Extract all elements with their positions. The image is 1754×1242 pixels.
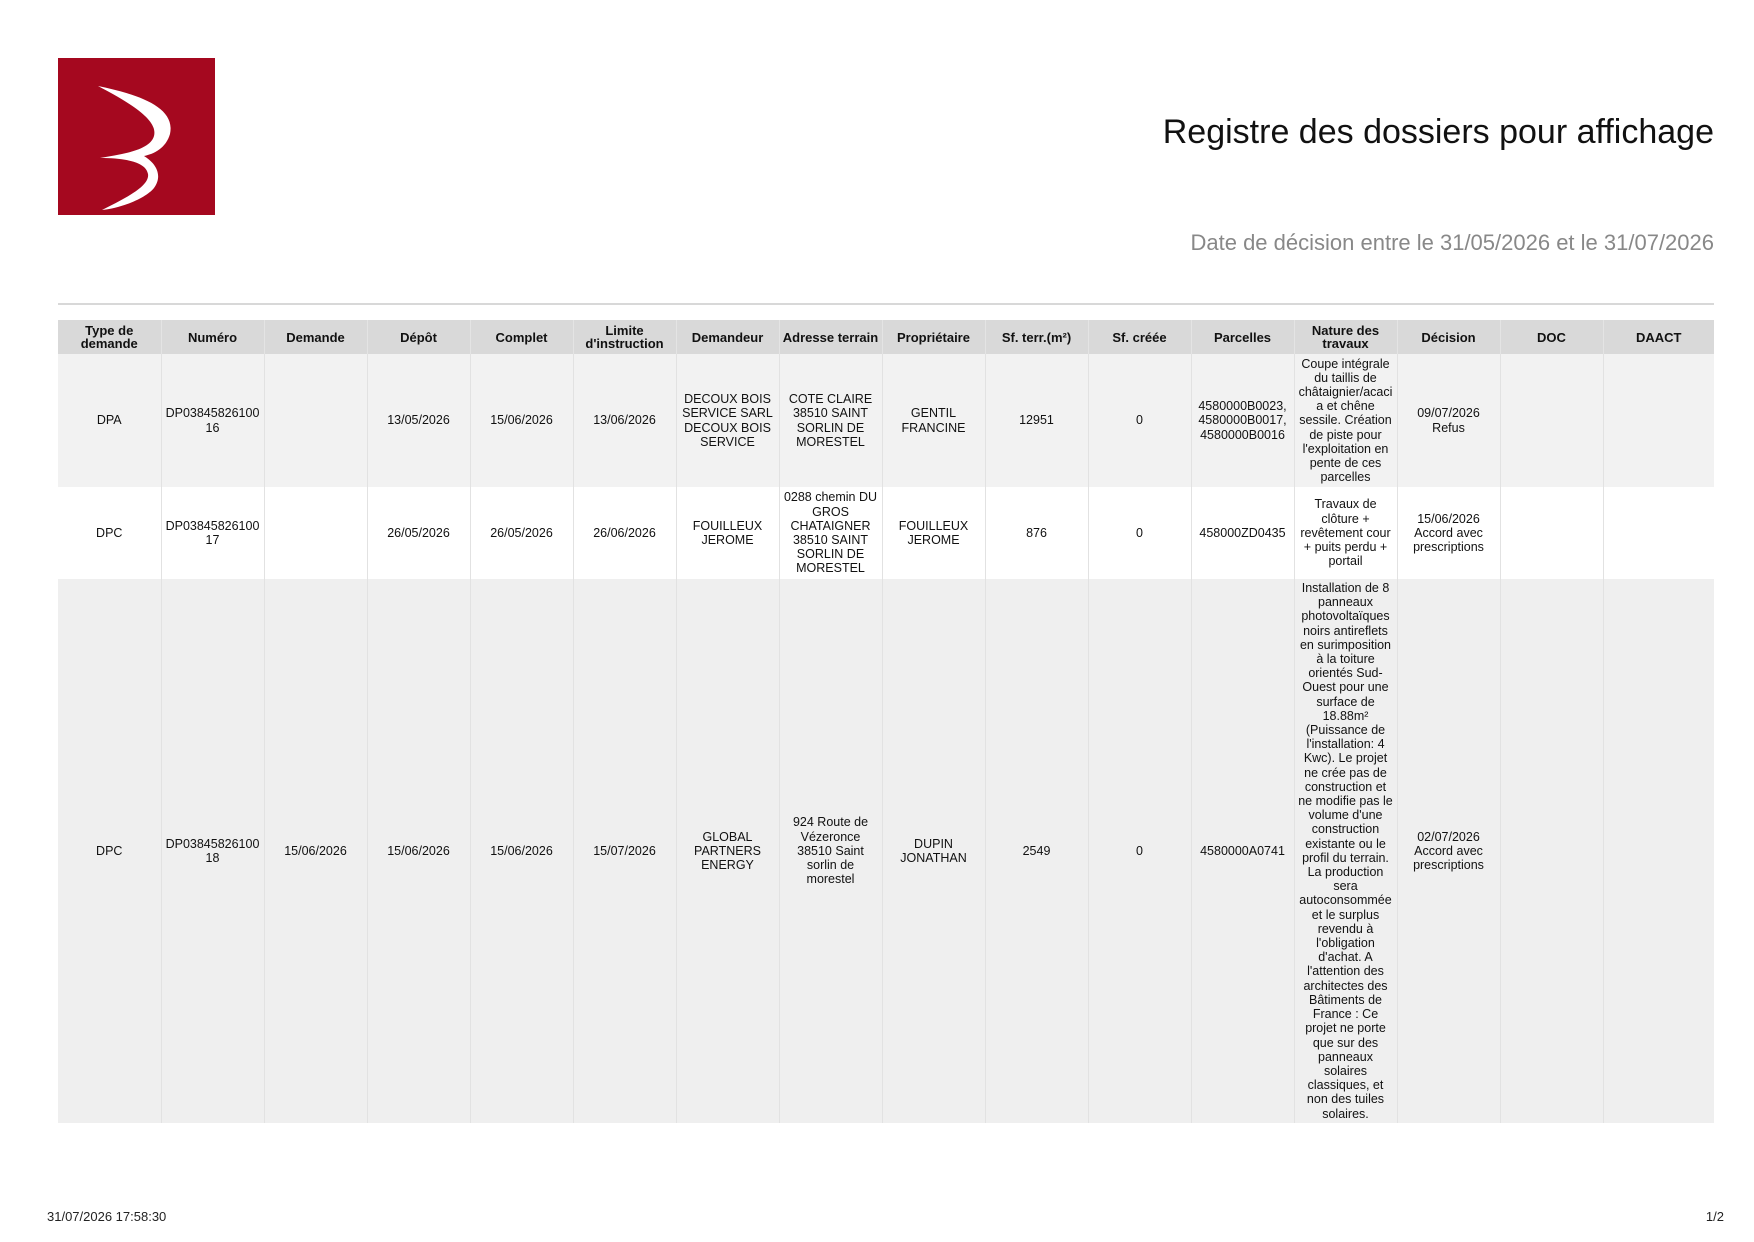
cell-demande: 15/06/2026 <box>264 579 367 1123</box>
cell-numero: DP0384582610017 <box>161 487 264 579</box>
column-header: Dépôt <box>367 320 470 354</box>
cell-limite: 26/06/2026 <box>573 487 676 579</box>
cell-demandeur: DECOUX BOIS SERVICE SARL DECOUX BOIS SERVICE <box>676 354 779 487</box>
cell-nature: Travaux de clôture + revêtement cour + puits perdu + portail <box>1294 487 1397 579</box>
header-divider <box>58 303 1714 305</box>
logo <box>58 58 215 215</box>
swallow-logo-icon <box>58 58 215 215</box>
column-header: Nature des travaux <box>1294 320 1397 354</box>
column-header: Adresse terrain <box>779 320 882 354</box>
cell-sf-terr: 12951 <box>985 354 1088 487</box>
cell-sf-terr: 876 <box>985 487 1088 579</box>
column-header: DOC <box>1500 320 1603 354</box>
cell-limite: 15/07/2026 <box>573 579 676 1123</box>
print-timestamp: 31/07/2026 17:58:30 <box>47 1209 167 1224</box>
cell-demande <box>264 354 367 487</box>
cell-doc <box>1500 354 1603 487</box>
cell-proprietaire: DUPIN JONATHAN <box>882 579 985 1123</box>
cell-type: DPC <box>58 579 161 1123</box>
cell-decision: 15/06/2026 Accord avec prescriptions <box>1397 487 1500 579</box>
column-header: DAACT <box>1603 320 1714 354</box>
cell-sf-creee: 0 <box>1088 579 1191 1123</box>
cell-daact <box>1603 487 1714 579</box>
cell-nature: Coupe intégrale du taillis de châtaignier/acacia et chêne sessile. Création de piste pour l'exploitation en pente de ces parcelles <box>1294 354 1397 487</box>
date-range-subtitle: Date de décision entre le 31/05/2026 et le 31/07/2026 <box>1190 230 1714 255</box>
column-header: Demandeur <box>676 320 779 354</box>
page-title: Registre des dossiers pour affichage <box>1162 113 1714 151</box>
cell-sf-creee: 0 <box>1088 487 1191 579</box>
cell-numero: DP0384582610016 <box>161 354 264 487</box>
cell-sf-creee: 0 <box>1088 354 1191 487</box>
column-header: Numéro <box>161 320 264 354</box>
cell-depot: 13/05/2026 <box>367 354 470 487</box>
cell-demande <box>264 487 367 579</box>
column-header: Type de demande <box>58 320 161 354</box>
cell-proprietaire: FOUILLEUX JEROME <box>882 487 985 579</box>
cell-doc <box>1500 579 1603 1123</box>
cell-proprietaire: GENTIL FRANCINE <box>882 354 985 487</box>
cell-limite: 13/06/2026 <box>573 354 676 487</box>
cell-daact <box>1603 354 1714 487</box>
cell-adresse: COTE CLAIRE 38510 SAINT SORLIN DE MORESTEL <box>779 354 882 487</box>
column-header: Limite d'instruction <box>573 320 676 354</box>
cell-complet: 26/05/2026 <box>470 487 573 579</box>
cell-depot: 26/05/2026 <box>367 487 470 579</box>
cell-complet: 15/06/2026 <box>470 579 573 1123</box>
register-table <box>58 320 1714 1123</box>
cell-doc <box>1500 487 1603 579</box>
cell-type: DPA <box>58 354 161 487</box>
cell-numero: DP0384582610018 <box>161 579 264 1123</box>
cell-sf-terr: 2549 <box>985 579 1088 1123</box>
cell-parcelles: 4580000A0741 <box>1191 579 1294 1123</box>
cell-nature: Installation de 8 panneaux photovoltaïques noirs antireflets en surimposition à la toiture orientés Sud-Ouest pour une surface de 18.88m² (Puissance de l'installation: 4 Kwc). Le projet ne crée pas de construction et ne modifie pas le volume d'une construction existante ou le profil du terrain. La production sera autoconsommée et le surplus revendu à l'obligation d'achat. A l'attention des architectes des Bâtiments de France : Ce projet ne porte que sur des panneaux solaires classiques, et non des tuiles solaires. <box>1294 579 1397 1123</box>
column-header: Sf. terr.(m²) <box>985 320 1088 354</box>
column-header: Sf. créée <box>1088 320 1191 354</box>
table-row <box>58 579 1714 1123</box>
cell-adresse: 0288 chemin DU GROS CHATAIGNER 38510 SAINT SORLIN DE MORESTEL <box>779 487 882 579</box>
cell-demandeur: GLOBAL PARTNERS ENERGY <box>676 579 779 1123</box>
cell-complet: 15/06/2026 <box>470 354 573 487</box>
column-header: Complet <box>470 320 573 354</box>
table-row <box>58 354 1714 487</box>
cell-demandeur: FOUILLEUX JEROME <box>676 487 779 579</box>
column-header: Propriétaire <box>882 320 985 354</box>
cell-parcelles: 4580000B0023, 4580000B0017, 4580000B0016 <box>1191 354 1294 487</box>
cell-adresse: 924 Route de Vézeronce 38510 Saint sorlin de morestel <box>779 579 882 1123</box>
page-number: 1/2 <box>1705 1209 1724 1224</box>
column-header: Parcelles <box>1191 320 1294 354</box>
column-header: Décision <box>1397 320 1500 354</box>
table-row <box>58 487 1714 579</box>
cell-daact <box>1603 579 1714 1123</box>
cell-decision: 09/07/2026 Refus <box>1397 354 1500 487</box>
cell-decision: 02/07/2026 Accord avec prescriptions <box>1397 579 1500 1123</box>
cell-depot: 15/06/2026 <box>367 579 470 1123</box>
table-header-row <box>58 320 1714 354</box>
cell-parcelles: 458000ZD0435 <box>1191 487 1294 579</box>
column-header: Demande <box>264 320 367 354</box>
cell-type: DPC <box>58 487 161 579</box>
